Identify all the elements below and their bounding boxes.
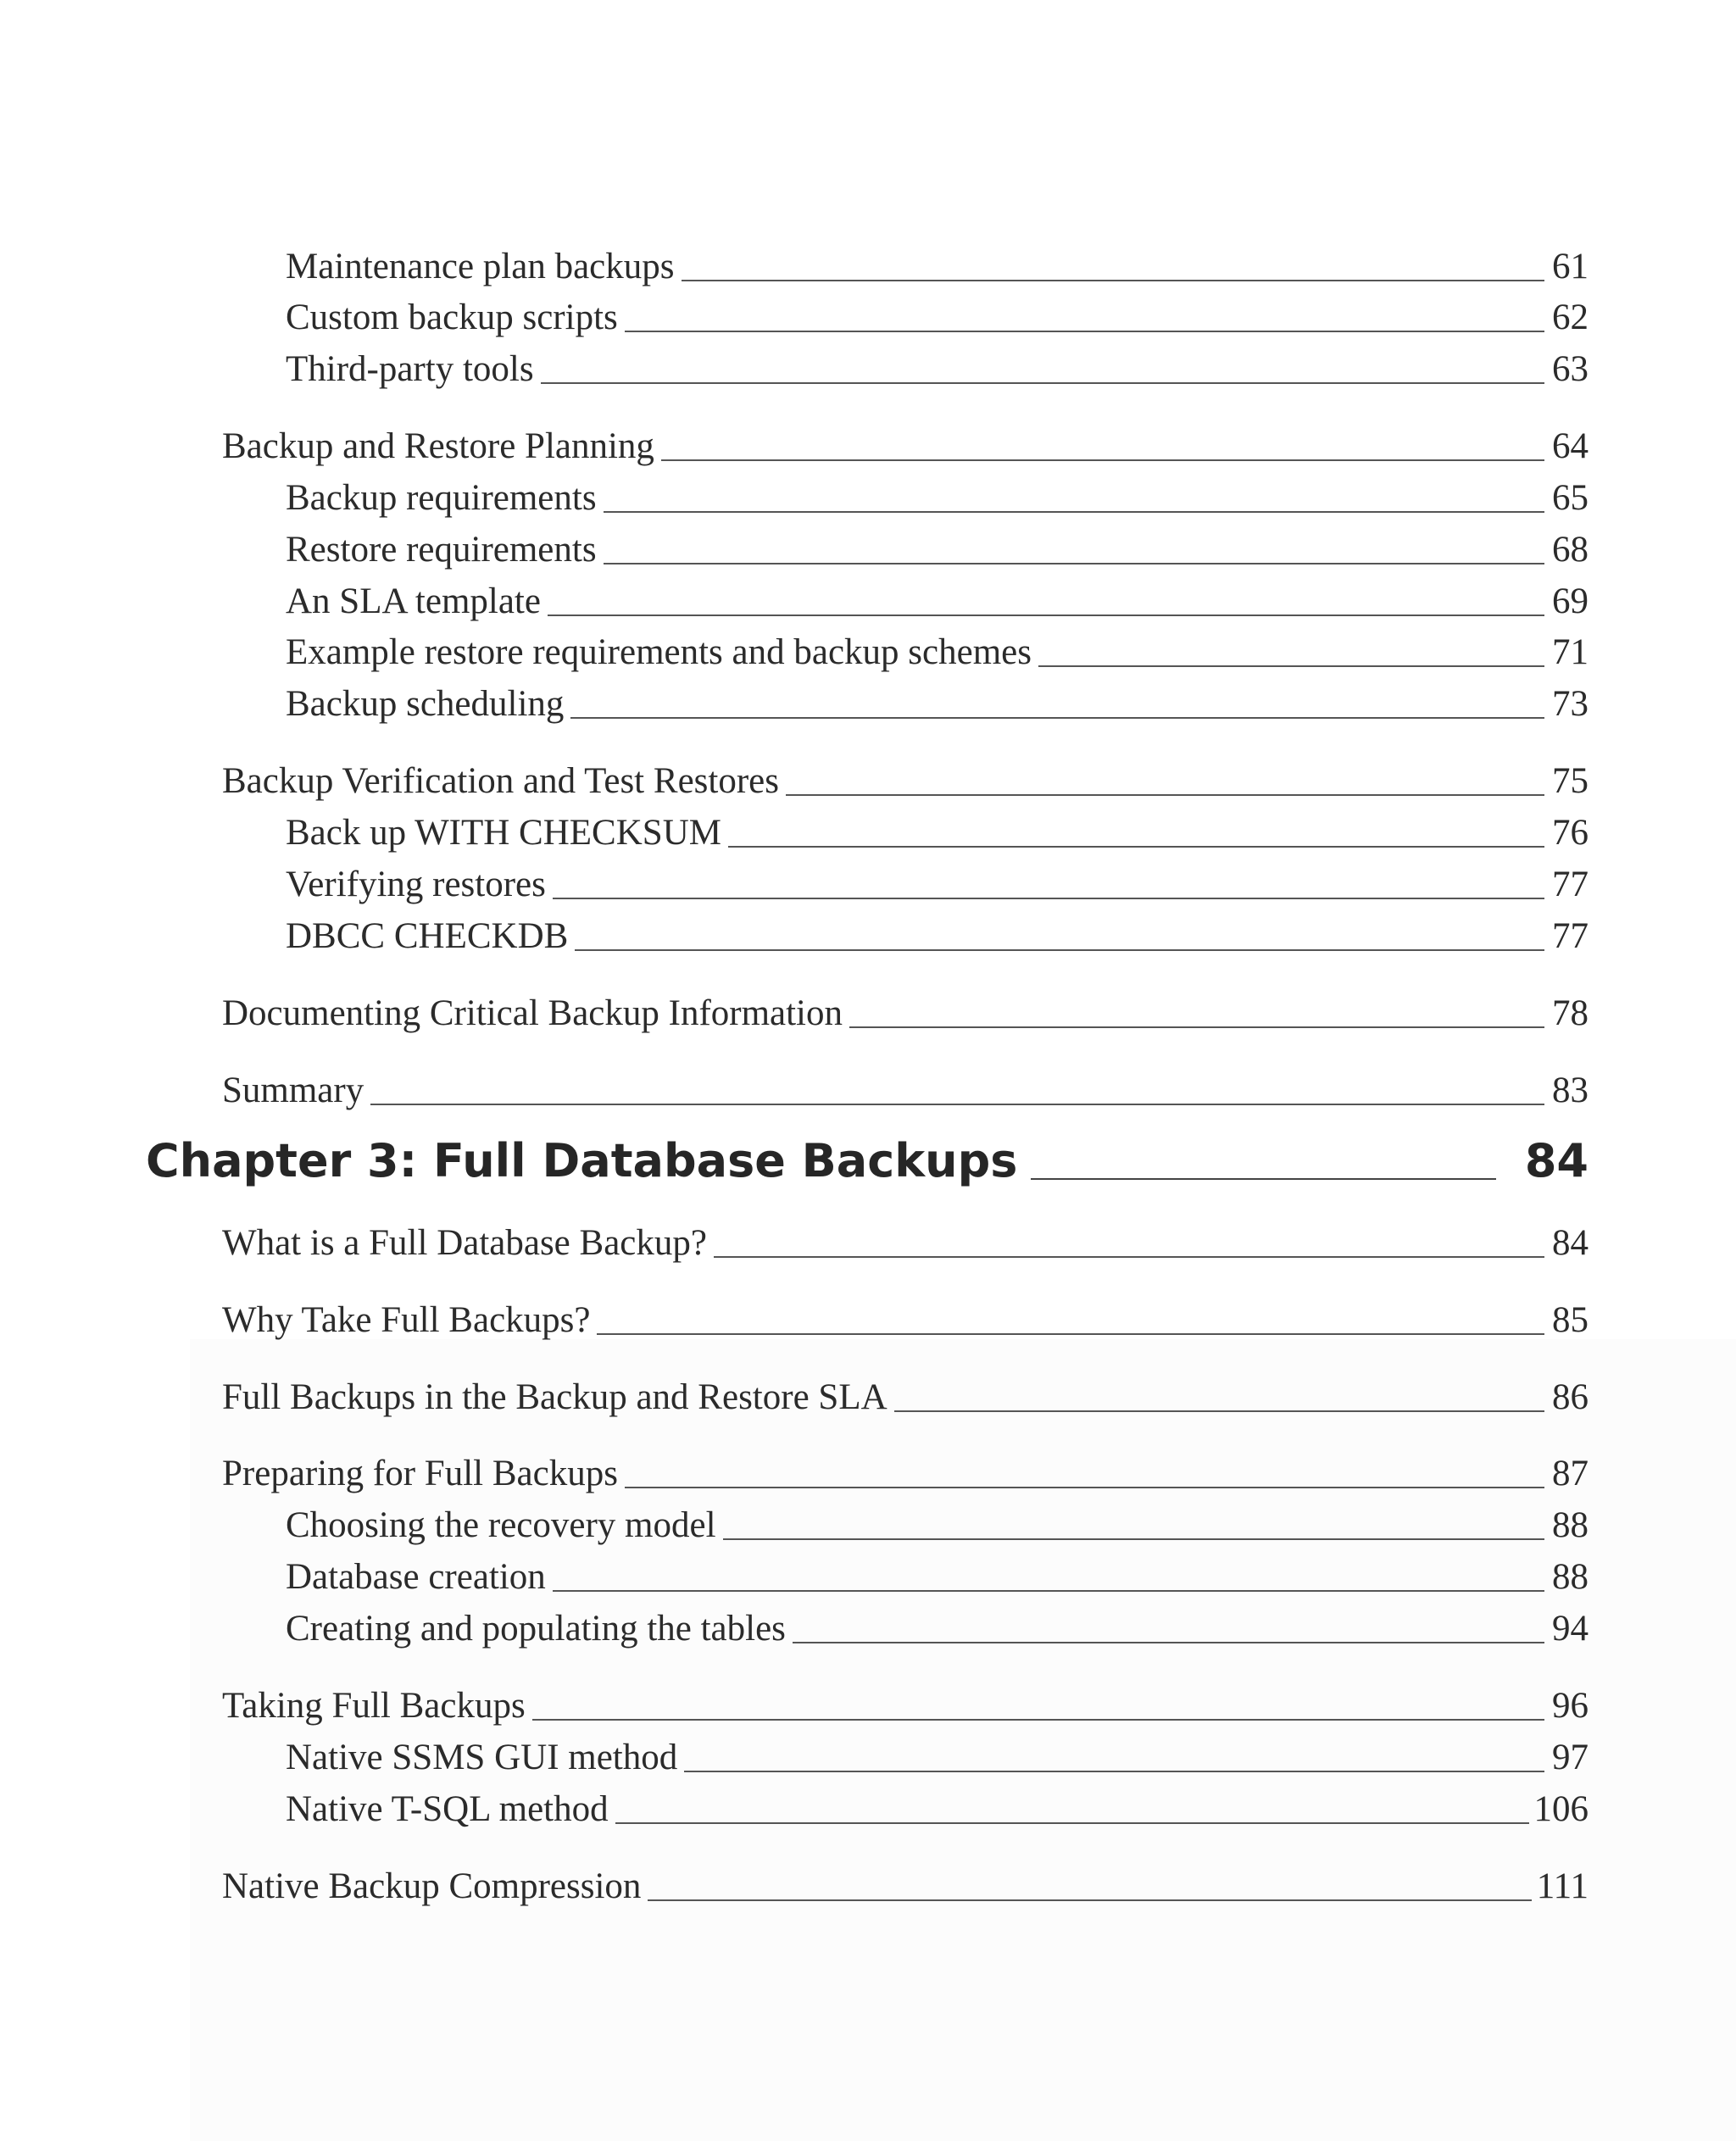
toc-entry-title: Choosing the recovery model [286,1505,716,1545]
toc-page-number: 84 [1552,1223,1589,1263]
toc-page-number: 76 [1552,813,1589,853]
dot-leader [548,614,1544,616]
dot-leader [1031,1178,1495,1180]
dot-leader [553,898,1544,899]
dot-leader [793,1642,1544,1643]
toc-entry[interactable] [222,1070,1589,1111]
dot-leader [684,1771,1544,1772]
toc-entry[interactable] [286,1788,1589,1830]
dot-leader [1038,665,1544,667]
toc-page-number: 77 [1552,865,1589,904]
toc-entry-title: Verifying restores [286,865,546,904]
toc-entry[interactable] [222,1453,1589,1494]
dot-leader [661,459,1544,461]
chapter-title: Chapter 3: Full Database Backups [146,1134,1018,1187]
toc-entry-title: What is a Full Database Backup? [222,1223,707,1263]
toc-page-number: 86 [1552,1377,1589,1417]
toc-entry[interactable] [286,529,1589,570]
toc-page-number: 96 [1552,1686,1589,1726]
toc-entry[interactable] [286,246,1589,287]
toc-entry[interactable] [286,581,1589,622]
dot-leader [615,1822,1529,1824]
toc-page-number: 88 [1552,1505,1589,1545]
toc-page-number: 94 [1552,1609,1589,1649]
toc-page-number: 63 [1552,349,1589,389]
dot-leader [570,717,1544,719]
toc-entry-title: DBCC CHECKDB [286,916,569,956]
toc-page-number: 73 [1552,684,1589,724]
toc-entry[interactable] [286,683,1589,725]
toc-entry[interactable] [222,1222,1589,1264]
toc-entry[interactable] [286,812,1589,854]
toc-entry[interactable] [286,477,1589,519]
dot-leader [597,1333,1544,1335]
toc-entry-title: Maintenance plan backups [286,247,675,286]
toc-entry-title: Database creation [286,1557,546,1597]
toc-entry-title: Native Backup Compression [222,1866,642,1906]
toc-entry[interactable] [286,1556,1589,1598]
dot-leader [625,1487,1544,1488]
toc-entry-title: Backup scheduling [286,684,565,724]
toc-entry-title: Backup Verification and Test Restores [222,761,779,801]
dot-leader [604,511,1544,513]
toc-entry[interactable] [286,1504,1589,1546]
toc-page-number: 71 [1552,632,1589,672]
toc-entry[interactable] [222,760,1589,802]
toc-entry-title: Preparing for Full Backups [222,1454,618,1493]
toc-entry[interactable] [222,1866,1589,1907]
toc-entry-title: Third-party tools [286,349,534,389]
toc-entry[interactable] [222,425,1589,467]
toc-page-number: 97 [1552,1738,1589,1777]
dot-leader [553,1590,1544,1592]
toc-chapter-heading[interactable] [146,1134,1589,1187]
toc-entry-title: Custom backup scripts [286,298,618,337]
toc-entry[interactable] [222,1376,1589,1418]
dot-leader [849,1026,1544,1028]
toc-entry[interactable] [222,1685,1589,1727]
toc-entry[interactable] [222,1299,1589,1341]
toc-entry[interactable] [286,915,1589,957]
dot-leader [714,1256,1544,1258]
toc-entry-title: Backup requirements [286,478,597,518]
dot-leader [682,280,1545,281]
dot-leader [604,563,1544,564]
toc-entry[interactable] [286,864,1589,905]
toc-entry-title: Backup and Restore Planning [222,426,654,466]
toc-entry[interactable] [286,1608,1589,1649]
toc-entry[interactable] [286,631,1589,673]
toc-entry[interactable] [286,297,1589,338]
toc-page-number: 87 [1552,1454,1589,1493]
toc-entry-title: Why Take Full Backups? [222,1300,591,1340]
dot-leader [575,949,1544,951]
toc-entry-title: Restore requirements [286,530,597,570]
dot-leader [723,1538,1544,1540]
toc-entry-title: Example restore requirements and backup schemes [286,632,1032,672]
dot-leader [648,1899,1531,1901]
toc-page-number: 65 [1552,478,1589,518]
dot-leader [728,846,1544,848]
toc-page-number: 61 [1552,247,1589,286]
dot-leader [894,1410,1544,1412]
dot-leader [625,331,1544,332]
toc-entry-title: Summary [222,1070,364,1110]
toc-page-number: 62 [1552,298,1589,337]
toc-entry-title: Native T-SQL method [286,1789,609,1829]
toc-entry-title: Creating and populating the tables [286,1609,786,1649]
toc-page-number: 111 [1536,1866,1589,1906]
toc-entry-title: An SLA template [286,581,541,621]
toc-page-number: 77 [1552,916,1589,956]
dot-leader [532,1719,1544,1721]
toc-page-number: 78 [1552,993,1589,1033]
toc-page-number: 83 [1552,1070,1589,1110]
dot-leader [541,382,1544,384]
toc-entry[interactable] [286,1737,1589,1778]
toc-entry[interactable] [222,993,1589,1034]
toc-page-number: 85 [1552,1300,1589,1340]
toc-page-number: 68 [1552,530,1589,570]
toc-page-number: 75 [1552,761,1589,801]
toc-entry-title: Native SSMS GUI method [286,1738,678,1777]
dot-leader [370,1104,1544,1105]
toc-entry-title: Taking Full Backups [222,1686,526,1726]
toc-entry-title: Full Backups in the Backup and Restore SLA [222,1377,887,1417]
dot-leader [786,794,1544,796]
toc-page-number: 64 [1552,426,1589,466]
toc-entry-title: Documenting Critical Backup Information [222,993,843,1033]
toc-page-number: 69 [1552,581,1589,621]
toc-page-number: 106 [1533,1789,1589,1829]
toc-entry-title: Back up WITH CHECKSUM [286,813,721,853]
toc-page-number: 88 [1552,1557,1589,1597]
chapter-page-number: 84 [1524,1134,1589,1187]
toc-entry[interactable] [286,348,1589,390]
